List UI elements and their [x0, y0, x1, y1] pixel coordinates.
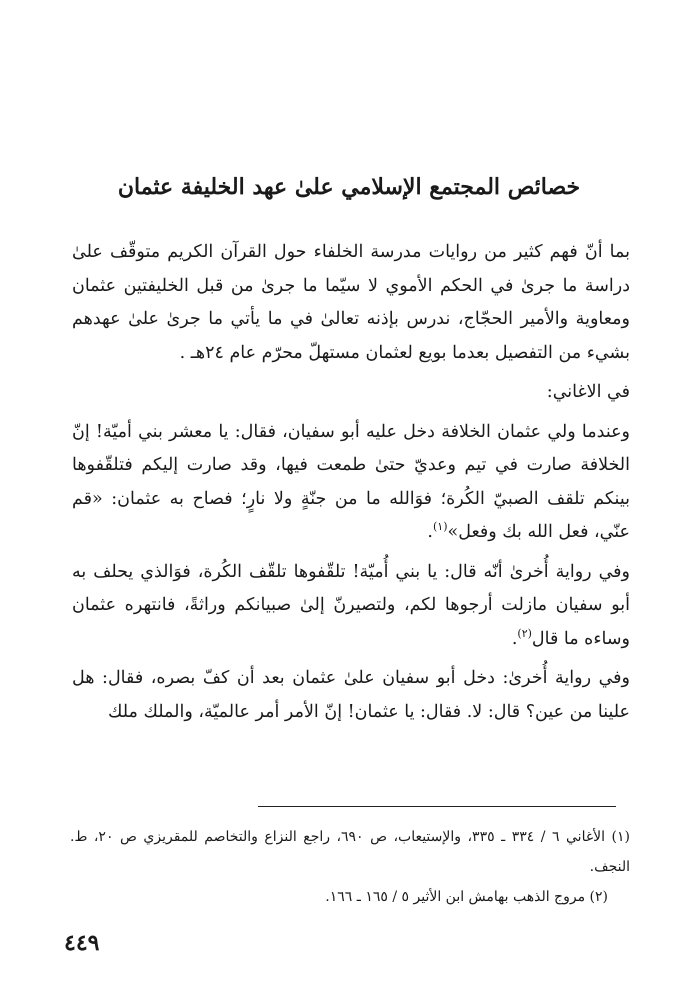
paragraph-intro: بما أنّ فهم كثير من روايات مدرسة الخلفاء حول القرآن الكريم متوقّف علىٰ دراسة ما جرىٰ في الحكم الأموي لا سيّما ما جرىٰ من قبل الخليفتين عثمان ومعاوية والأمير الحجّاج، ندرس بإذنه تعالىٰ في ما يأتي ما جرىٰ علىٰ عهدهم بشيء من التفصيل بعدما بويع لعثمان مستهلّ محرّم عام ٢٤هـ . [72, 242, 630, 363]
footnotes [70, 822, 630, 912]
paragraph-narration-2: وفي رواية أُخرىٰ أنّه قال: يا بني أُميّة! تلقّفوها تلقّف الكُرة، فوَالذي يحلف به أبو سفيان مازلت أرجوها لكم، ولتصيرنّ إلىٰ صبيانكم وراثةً، فانتهره عثمان وساءه ما قال$^{(٢)}$. [72, 561, 630, 649]
main-text [72, 236, 630, 729]
footnote-1: (١) الأغاني ٦ / ٣٣٤ ـ ٣٣٥، والإستيعاب، ص ٦٩٠، راجع النزاع والتخاصم للمقريزي ص ٢٠، ط. النجف. [70, 829, 630, 875]
narration-2-text: وفي رواية أُخرىٰ أنّه قال: يا بني أُميّة! تلقّفوها تلقّف الكُرة، فوَالذي يحلف به أبو سفيان مازلت أرجوها لكم، ولتصيرنّ إلىٰ صبيانكم وراثةً، فانتهره عثمان وساءه ما قال [72, 561, 630, 649]
page-number: ٤٤٩ [64, 930, 100, 956]
page-title: خصائص المجتمع الإسلامي علىٰ عهد الخليفة عثمان [117, 174, 581, 200]
paragraph-source-label: في الاغاني: [546, 382, 630, 402]
paragraph-narration-1: وعندما ولي عثمان الخلافة دخل عليه أبو سفيان، فقال: يا معشر بني أميّة! إنّ الخلافة صارت في تيم وعديّ حتىٰ طمعت فيها، وقد صارت إليكم فتلقّفوها بينكم تلقف الصبيّ الكُرة؛ فوَالله ما من جنّةٍ ولا نارٍ؛ فصاح به عثمان: «قم عنّي، فعل الله بك وفعل»$^{(١)}$. [72, 421, 630, 542]
footnote-divider [258, 806, 616, 807]
footnote-ref-1[interactable]: (١) [433, 520, 448, 534]
footnote-ref-2[interactable]: (٢) [517, 626, 532, 640]
narration-1-text: وعندما ولي عثمان الخلافة دخل عليه أبو سفيان، فقال: يا معشر بني أميّة! إنّ الخلافة صارت في تيم وعديّ حتىٰ طمعت فيها، وقد صارت إليكم فتلقّفوها بينكم تلقف الصبيّ الكُرة؛ فوَالله ما من جنّةٍ ولا نارٍ؛ فصاح به عثمان: «قم عنّي، فعل الله بك وفعل» [72, 421, 630, 542]
paragraph-narration-3: وفي رواية أُخرىٰ: دخل أبو سفيان علىٰ عثمان بعد أن كفّ بصره، فقال: هل علينا من عين؟ قال: لا. فقال: يا عثمان! إنّ الأمر أمر عالميّة، والملك ملك [72, 668, 630, 722]
footnote-2: (٢) مروج الذهب بهامش ابن الأثير ٥ / ١٦٥ ـ ١٦٦. [325, 889, 608, 905]
